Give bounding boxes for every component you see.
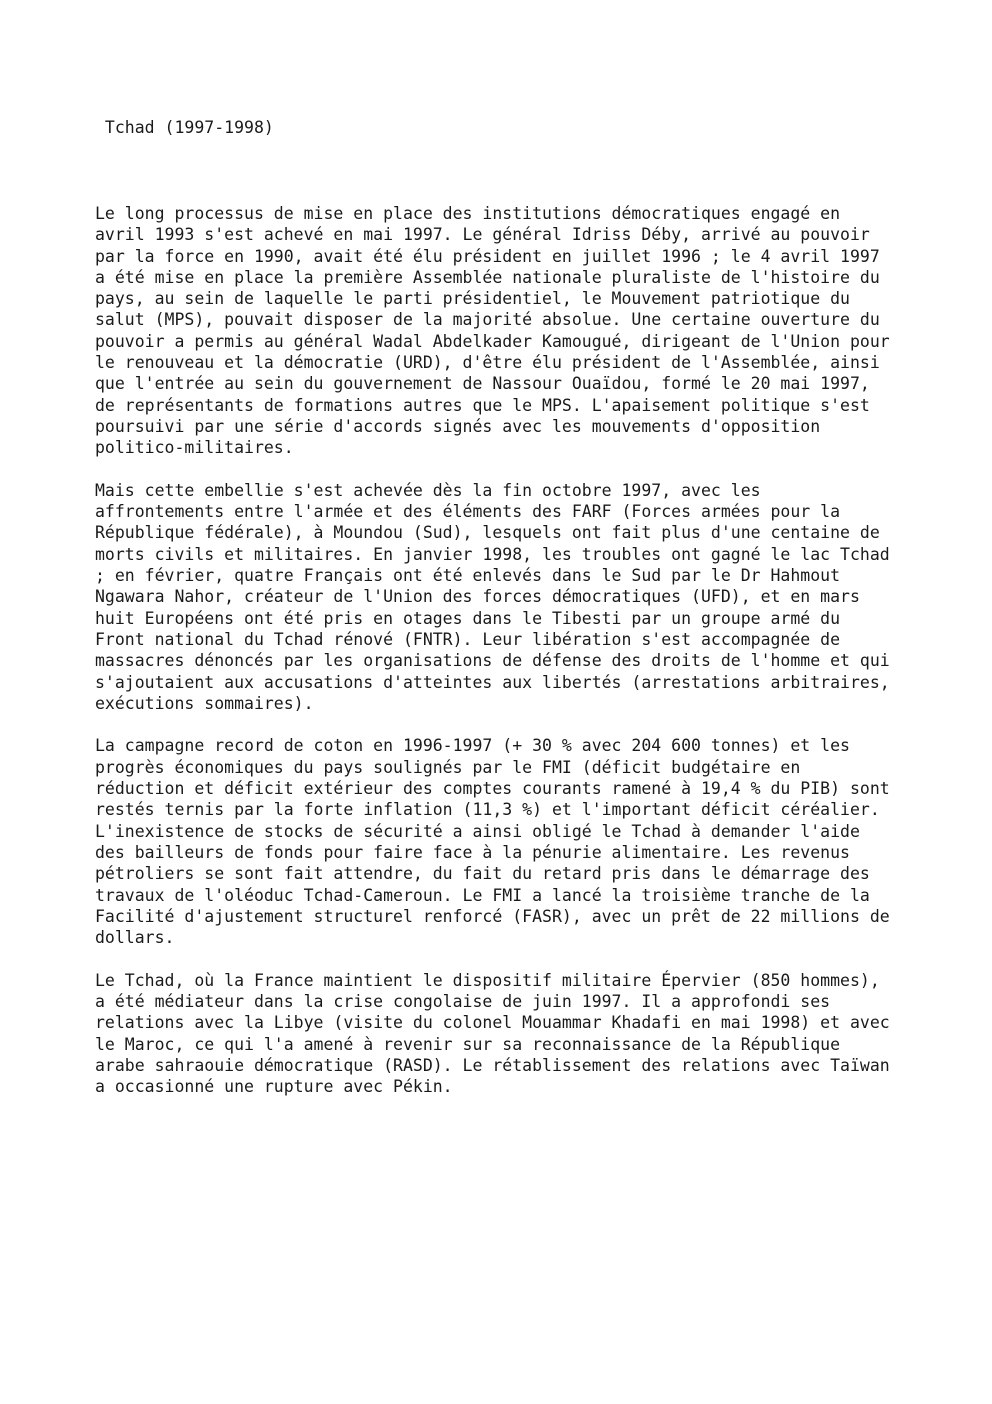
paragraph-line: salut (MPS), pouvait disposer de la majorité absolue. Une certaine ouverture du — [95, 310, 880, 330]
paragraph-line: arabe sahraouie démocratique (RASD). Le rétablissement des relations avec Taïwan — [95, 1055, 890, 1075]
paragraph-line: poursuivi par une série d'accords signés avec les mouvements d'opposition — [95, 416, 821, 436]
paragraph-line: République fédérale), à Moundou (Sud), lesquels ont fait plus d'une centaine de — [95, 523, 880, 543]
paragraph-line: Ngawara Nahor, créateur de l'Union des forces démocratiques (UFD), et en mars — [95, 587, 860, 607]
paragraph-line: restés ternis par la forte inflation (11,3 %) et l'important déficit céréalier. — [95, 800, 880, 820]
paragraph-line: massacres dénoncés par les organisations de défense des droits de l'homme et qui — [95, 651, 890, 671]
paragraph-line: pétroliers se sont fait attendre, du fait du retard pris dans le démarrage des — [95, 864, 870, 884]
paragraph-line: progrès économiques du pays soulignés par le FMI (déficit budgétaire en — [95, 757, 801, 777]
paragraph-line: La campagne record de coton en 1996-1997 (+ 30 % avec 204 600 tonnes) et les — [95, 736, 850, 756]
paragraph-line: huit Européens ont été pris en otages dans le Tibesti par un groupe armé du — [95, 608, 841, 628]
paragraph-line: Le long processus de mise en place des institutions démocratiques engagé en — [95, 204, 841, 223]
paragraph-line: pays, au sein de laquelle le parti présidentiel, le Mouvement patriotique du — [95, 289, 850, 309]
paragraph-line: par la force en 1990, avait été élu président en juillet 1996 ; le 4 avril 1997 — [95, 246, 880, 266]
document-title: Tchad (1997-1998) — [95, 118, 274, 137]
paragraph-line: affrontements entre l'armée et des éléments des FARF (Forces armées pour la — [95, 502, 841, 522]
document-body — [95, 203, 915, 1119]
paragraph-line: dollars. — [95, 928, 175, 948]
paragraph-line: des bailleurs de fonds pour faire face à la pénurie alimentaire. Les revenus — [95, 842, 850, 862]
paragraph-line: L'inexistence de stocks de sécurité a ainsi obligé le Tchad à demander l'aide — [95, 821, 860, 841]
paragraph-line: exécutions sommaires). — [95, 693, 314, 713]
paragraph-line: le renouveau et la démocratie (URD), d'être élu président de l'Assemblée, ainsi — [95, 353, 880, 373]
paragraph-line: le Maroc, ce qui l'a amené à revenir sur sa reconnaissance de la République — [95, 1034, 841, 1054]
paragraph-line: morts civils et militaires. En janvier 1998, les troubles ont gagné le lac Tchad — [95, 544, 890, 564]
paragraph-line: que l'entrée au sein du gouvernement de Nassour Ouaïdou, formé le 20 mai 1997, — [95, 374, 870, 394]
paragraph-line: Mais cette embellie s'est achevée dès la fin octobre 1997, avec les — [95, 480, 761, 500]
paragraph-line: a occasionné une rupture avec Pékin. — [95, 1077, 453, 1097]
paragraph-line: pouvoir a permis au général Wadal Abdelkader Kamougué, dirigeant de l'Union pour — [95, 331, 890, 351]
paragraph-line: relations avec la Libye (visite du colonel Mouammar Khadafi en mai 1998) et avec — [95, 1013, 890, 1033]
paragraph-line: a été mise en place la première Assemblée nationale pluraliste de l'histoire du — [95, 267, 880, 287]
paragraph — [95, 480, 915, 714]
paragraph-line: réduction et déficit extérieur des comptes courants ramené à 19,4 % du PIB) sont — [95, 779, 890, 799]
paragraph-line: Facilité d'ajustement structurel renforcé (FASR), avec un prêt de 22 millions de — [95, 906, 890, 926]
paragraph — [95, 735, 915, 948]
paragraph-line: travaux de l'oléoduc Tchad-Cameroun. Le FMI a lancé la troisième tranche de la — [95, 885, 870, 905]
paragraph-line: de représentants de formations autres que le MPS. L'apaisement politique s'est — [95, 395, 870, 415]
paragraph-line: Le Tchad, où la France maintient le dispositif militaire Épervier (850 hommes), — [95, 970, 880, 990]
paragraph — [95, 203, 915, 459]
paragraph-line: politico-militaires. — [95, 438, 294, 458]
paragraph-line: Front national du Tchad rénové (FNTR). Leur libération s'est accompagnée de — [95, 629, 841, 649]
paragraph-line: ; en février, quatre Français ont été enlevés dans le Sud par le Dr Hahmout — [95, 566, 841, 586]
paragraph-line: a été médiateur dans la crise congolaise de juin 1997. Il a approfondi ses — [95, 991, 831, 1011]
paragraph-line: s'ajoutaient aux accusations d'atteintes aux libertés (arrestations arbitraires, — [95, 672, 890, 692]
paragraph — [95, 970, 915, 1098]
paragraph-line: avril 1993 s'est achevé en mai 1997. Le général Idriss Déby, arrivé au pouvoir — [95, 225, 870, 245]
